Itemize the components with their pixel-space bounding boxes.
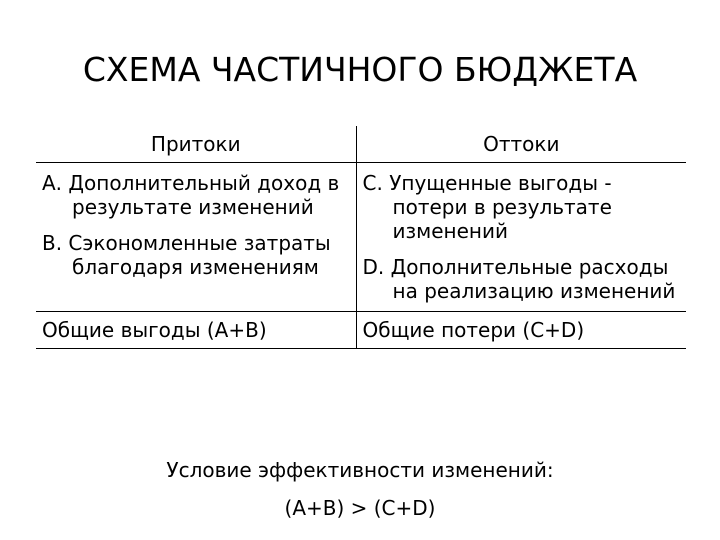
outflows-cell xyxy=(356,163,686,312)
partial-budget-table xyxy=(36,126,686,349)
table-row xyxy=(36,163,686,312)
total-losses-cell xyxy=(356,312,686,349)
header-inflows: Притоки xyxy=(36,126,356,163)
header-outflows: Оттоки xyxy=(356,126,686,163)
totals-row xyxy=(36,312,686,349)
total-benefits: Общие выгоды (А+В) xyxy=(42,318,267,342)
inflows-cell xyxy=(36,163,356,312)
total-losses: Общие потери (С+D) xyxy=(362,318,585,342)
condition-label: Условие эффективности изменений: xyxy=(166,458,554,482)
page-title: СХЕМА ЧАСТИЧНОГО БЮДЖЕТА xyxy=(82,50,638,89)
inflow-item-b: В. Сэкономленные затраты благодаря изменениям xyxy=(42,231,331,279)
outflow-item-c: С. Упущенные выгоды - потери в результате изменений xyxy=(362,171,612,243)
condition-formula: (А+В) > (С+D) xyxy=(284,496,436,520)
outflow-item-d: D. Дополнительные расходы на реализацию изменений xyxy=(362,255,676,303)
inflow-item-a: А. Дополнительный доход в результате изменений xyxy=(42,171,340,219)
total-benefits-cell xyxy=(36,312,356,349)
table-header-row xyxy=(36,126,686,163)
